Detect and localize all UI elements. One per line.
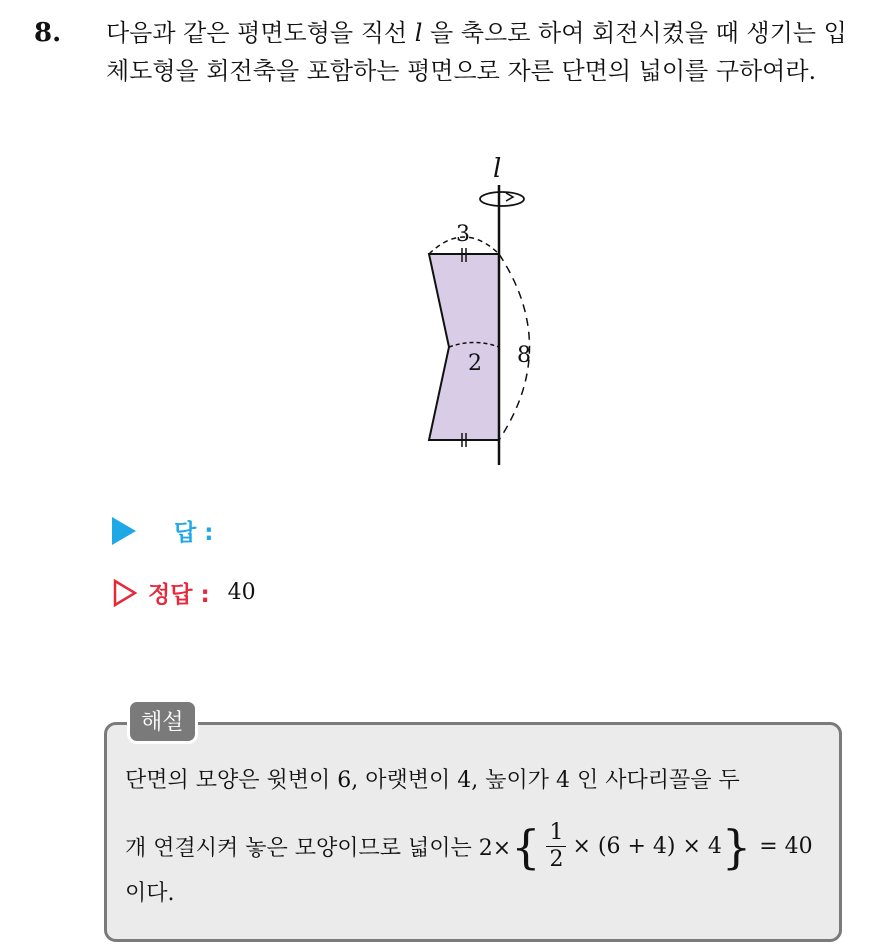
explanation-tag: 해설 bbox=[127, 699, 198, 744]
height-label: 8 bbox=[517, 343, 531, 368]
play-filled-icon bbox=[112, 517, 136, 545]
top-label: 3 bbox=[456, 222, 470, 247]
rotation-figure bbox=[400, 150, 580, 480]
correct-answer-label: 정답 : bbox=[148, 582, 210, 608]
axis-label: l bbox=[493, 154, 502, 184]
explanation-line-3: 이다. bbox=[125, 881, 175, 906]
shaded-shape bbox=[429, 254, 499, 440]
correct-answer-row bbox=[112, 576, 256, 609]
fraction: $\frac{1}{2}$ bbox=[546, 820, 566, 873]
question-number: 8. bbox=[34, 18, 62, 48]
explanation-line-1: 단면의 모양은 윗변이 6, 아랫변이 4, 높이가 4 인 사다리꼴을 두 bbox=[125, 768, 740, 793]
middle-label: 2 bbox=[468, 351, 482, 376]
answer-row bbox=[112, 514, 213, 547]
question-text: 다음과 같은 평면도형을 직선 l 을 축으로 하여 회전시켰을 때 생기는 입체도형을 회전축을 포함하는 평면으로 자른 단면의 넓이를 구하여라. bbox=[106, 19, 847, 85]
answer-label: 답 : bbox=[174, 520, 214, 546]
correct-answer-value: 40 bbox=[227, 580, 256, 605]
play-outline-icon bbox=[112, 578, 138, 608]
explanation-line-2: 개 연결시켜 놓은 모양이므로 넓이는 2× { $\frac{1}{2}$ × (6 + 4) × 4 } = 40 bbox=[125, 819, 813, 874]
axis-variable: l bbox=[414, 19, 423, 47]
rotation-arrow bbox=[480, 192, 524, 206]
